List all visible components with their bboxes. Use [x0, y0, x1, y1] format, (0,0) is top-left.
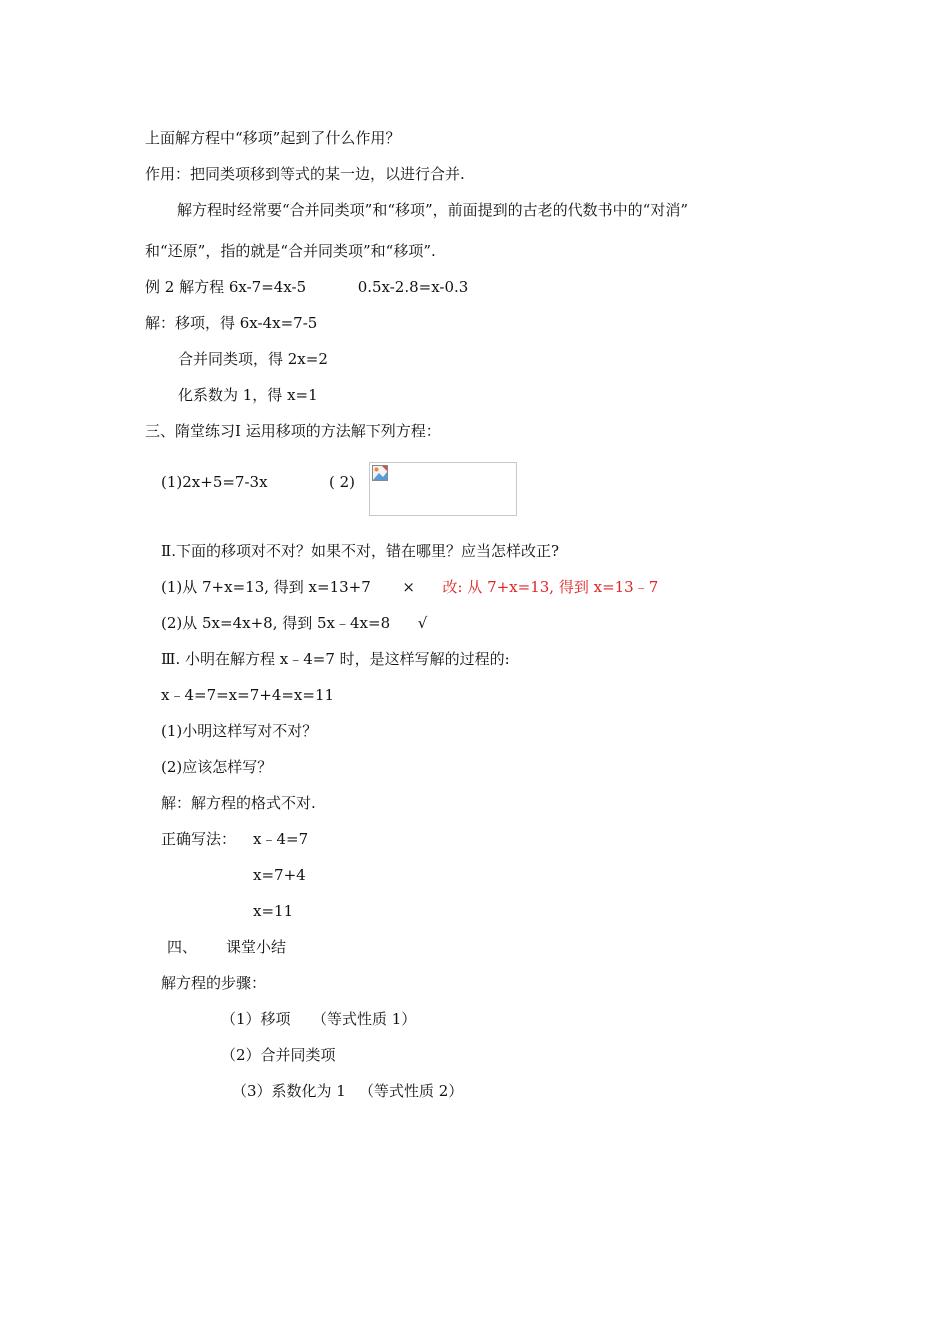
example-2: [145, 277, 468, 297]
answer-role: 作用：把同类项移到等式的某一边，以进行合并.: [145, 165, 465, 183]
answer-format: 解：解方程的格式不对.: [161, 794, 316, 812]
step-1-property: （等式性质 1）: [312, 1010, 417, 1028]
section-3-heading: 三、隋堂练习Ⅰ 运用移项的方法解下列方程：: [145, 422, 441, 440]
correct-step-2: x=7+4: [253, 866, 306, 884]
step-1: （1）移项: [221, 1010, 291, 1028]
example-2-equation-2: 0.5x-2.8=x-0.3: [357, 278, 469, 296]
broken-image-icon: [372, 465, 388, 481]
exercise-2-image: [369, 462, 517, 516]
correct-method-label: 正确写法：: [161, 830, 237, 848]
sub-question-2: (2)应该怎样写？: [161, 758, 273, 776]
item-2-statement: (2)从 5x=4x+8, 得到 5x﹣4x=8: [161, 614, 391, 632]
section-4-number: 四、: [167, 938, 198, 956]
section-2-question: Ⅱ.下面的移项对不对？如果不对，错在哪里？应当怎样改正?: [161, 542, 560, 560]
sub-question-1: (1)小明这样写对不对？: [161, 722, 318, 740]
paragraph-line-2: 和“还原”，指的就是“合并同类项”和“移项”.: [145, 242, 436, 260]
solution-step-transpose: 解：移项，得 6x-4x=7-5: [145, 314, 318, 332]
item-1-statement: (1)从 7+x=13, 得到 x=13+7: [161, 578, 371, 596]
paragraph-line-1: 解方程时经常要“合并同类项”和“移项”，前面提到的古老的代数书中的“对消”: [177, 201, 689, 219]
item-1: [161, 577, 658, 597]
xiaoming-process: x﹣4=7=x=7+4=x=11: [161, 686, 335, 704]
section-4-heading: 课堂小结: [226, 938, 287, 956]
step-3-property: （等式性质 2）: [359, 1082, 464, 1100]
correct-mark: √: [417, 614, 428, 632]
exercise-2-label: ( 2): [329, 473, 356, 491]
solution-step-combine: 合并同类项，得 2x=2: [178, 350, 328, 368]
item-2: [161, 613, 427, 633]
question-role-of-transposition: 上面解方程中“移项”起到了什么作用？: [145, 129, 401, 147]
item-1-correction: 改: 从 7+x=13, 得到 x=13﹣7: [442, 578, 659, 596]
correct-step-3: x=11: [253, 902, 294, 920]
solution-step-coefficient: 化系数为 1，得 x=1: [178, 386, 318, 404]
wrong-mark: ×: [402, 578, 415, 596]
example-2-equation-1: 例 2 解方程 6x-7=4x-5: [145, 278, 307, 296]
steps-heading: 解方程的步骤：: [161, 974, 267, 992]
step-3: （3）系数化为 1: [232, 1082, 346, 1100]
exercise-1: (1)2x+5=7-3x: [161, 473, 268, 491]
correct-step-1: x﹣4=7: [253, 830, 309, 848]
section-3-question: Ⅲ. 小明在解方程 x﹣4=7 时，是这样写解的过程的:: [161, 650, 510, 668]
step-2: （2）合并同类项: [221, 1046, 336, 1064]
